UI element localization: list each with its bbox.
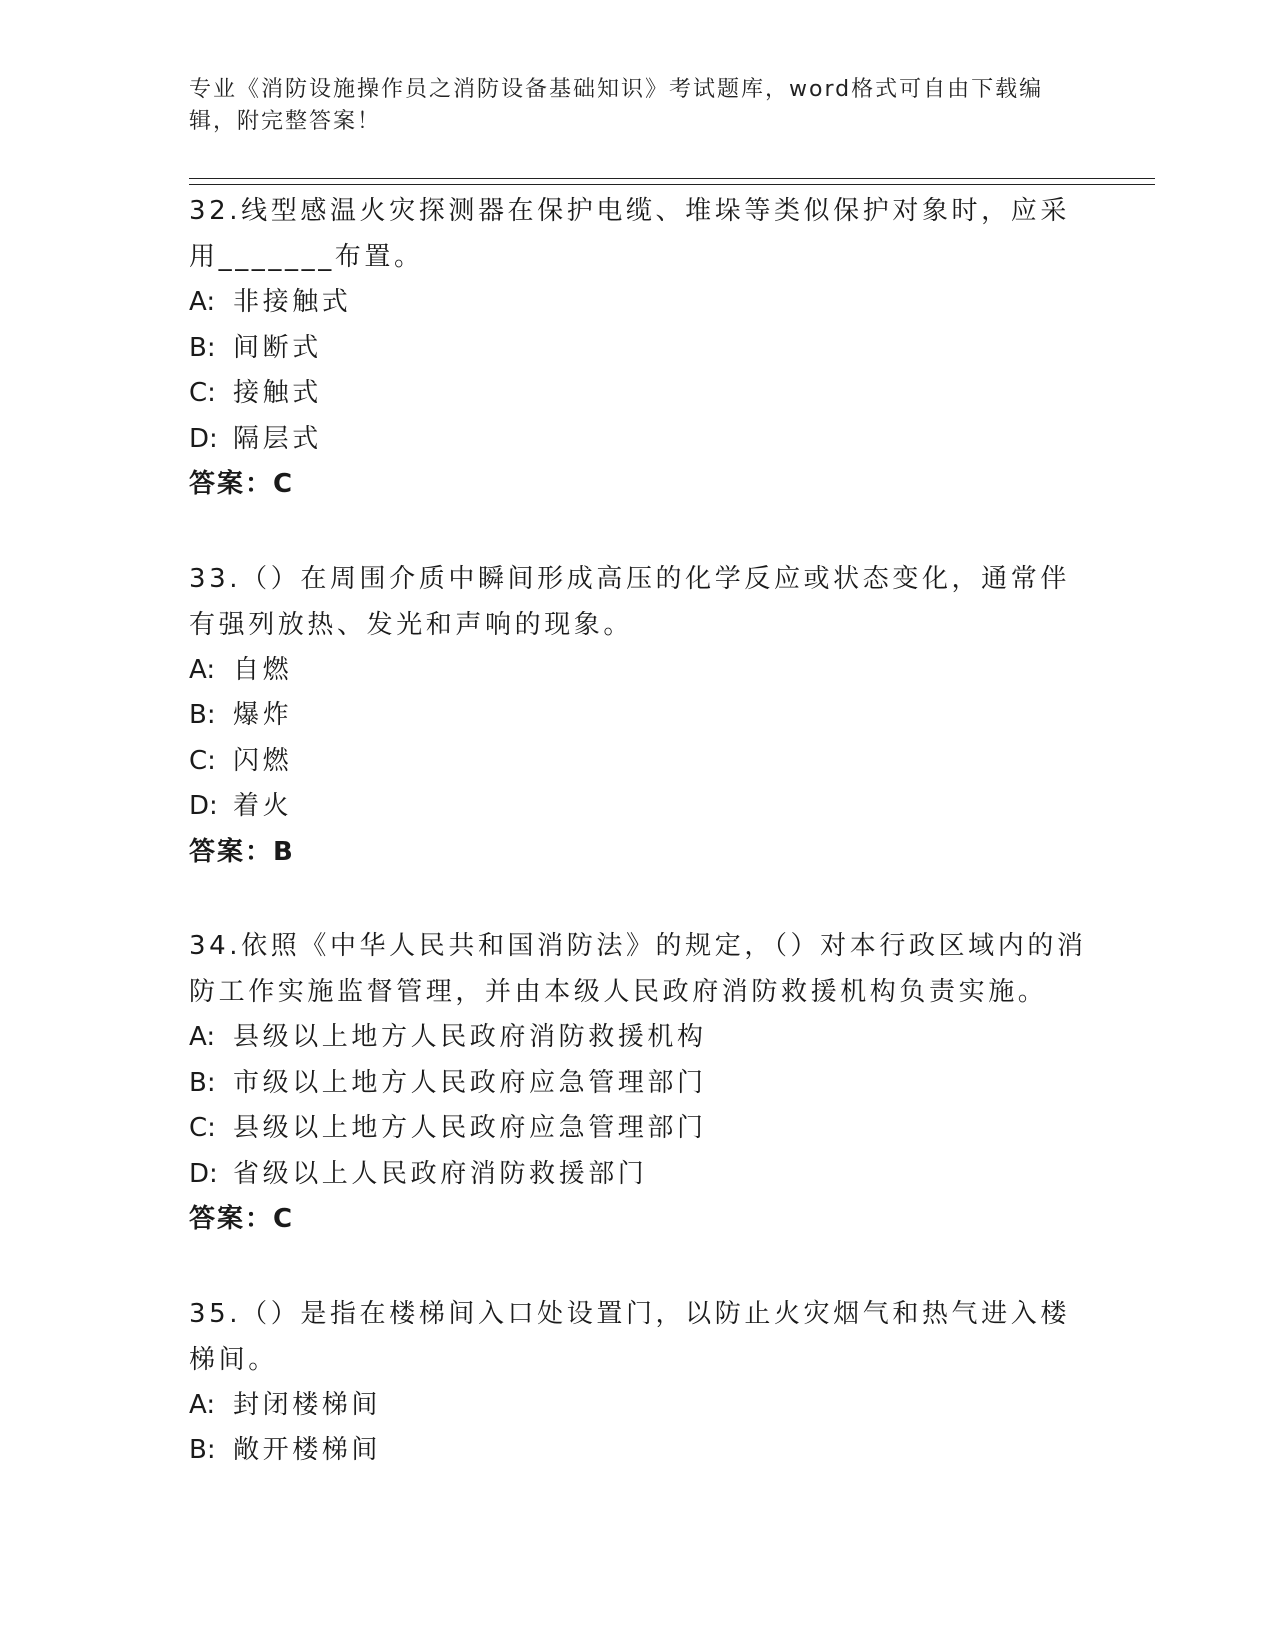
option-letter: A: <box>189 287 216 317</box>
option-letter: C: <box>189 1113 216 1143</box>
option-c <box>189 739 1089 785</box>
option-b <box>189 693 1089 739</box>
question-list <box>189 188 1089 1522</box>
question-34 <box>189 923 1089 1243</box>
option-letter: C: <box>189 745 216 776</box>
option-b <box>189 1428 1089 1474</box>
option-text: 市级以上地方人民政府应急管理部门 <box>233 1067 707 1098</box>
option-letter: A: <box>189 1389 216 1420</box>
question-32 <box>189 188 1089 508</box>
option-d <box>189 1152 1089 1198</box>
option-letter: C: <box>189 378 216 408</box>
question-stem: 34.依照《中华人民共和国消防法》的规定，（）对本行政区域内的消防工作实施监督管理，并由本级人民政府消防救援机构负责实施。 <box>189 931 1087 1007</box>
question-stem: 32.线型感温火灾探测器在保护电缆、堆垛等类似保护对象时，应采用_______布置。 <box>189 196 1070 272</box>
option-text: 敞开楼梯间 <box>233 1435 382 1465</box>
option-text: 隔层式 <box>233 423 322 454</box>
option-letter: D: <box>189 423 218 454</box>
option-text: 非接触式 <box>233 287 352 317</box>
option-a <box>189 1015 1089 1061</box>
option-d <box>189 417 1089 463</box>
option-b <box>189 326 1089 372</box>
option-text: 间断式 <box>233 332 322 363</box>
option-letter: D: <box>189 791 218 821</box>
option-text: 爆炸 <box>233 700 293 730</box>
option-letter: A: <box>189 1022 216 1052</box>
option-d <box>189 784 1089 830</box>
question-stem: 33.（）在周围介质中瞬间形成高压的化学反应或状态变化，通常伴有强列放热、发光和声响的现象。 <box>189 563 1070 640</box>
option-letter: B: <box>189 332 216 363</box>
question-33 <box>189 556 1089 876</box>
option-letter: B: <box>189 1435 216 1465</box>
header-divider <box>189 178 1155 185</box>
option-c <box>189 371 1089 417</box>
option-text: 省级以上人民政府消防救援部门 <box>233 1158 648 1189</box>
question-stem: 35.（）是指在楼梯间入口处设置门，以防止火灾烟气和热气进入楼梯间。 <box>189 1298 1070 1375</box>
option-letter: D: <box>189 1158 218 1189</box>
option-text: 封闭楼梯间 <box>233 1389 382 1420</box>
option-text: 接触式 <box>233 378 322 408</box>
option-text: 县级以上地方人民政府消防救援机构 <box>233 1022 707 1052</box>
option-text: 闪燃 <box>233 745 293 776</box>
option-letter: A: <box>189 654 216 685</box>
option-letter: B: <box>189 700 216 730</box>
document-header: 专业《消防设施操作员之消防设备基础知识》考试题库，word格式可自由下载编辑，附完整答案！ <box>189 77 1044 134</box>
option-letter: B: <box>189 1067 216 1098</box>
answer-line: 答案：C <box>189 469 295 499</box>
option-a <box>189 280 1089 326</box>
option-text: 县级以上地方人民政府应急管理部门 <box>233 1113 707 1143</box>
option-text: 着火 <box>233 791 293 821</box>
option-a <box>189 1383 1089 1429</box>
question-35 <box>189 1291 1089 1474</box>
answer-line: 答案：C <box>189 1204 295 1234</box>
answer-line: 答案：B <box>189 836 295 867</box>
option-b <box>189 1061 1089 1107</box>
option-text: 自燃 <box>233 654 293 685</box>
option-a <box>189 648 1089 694</box>
option-c <box>189 1106 1089 1152</box>
